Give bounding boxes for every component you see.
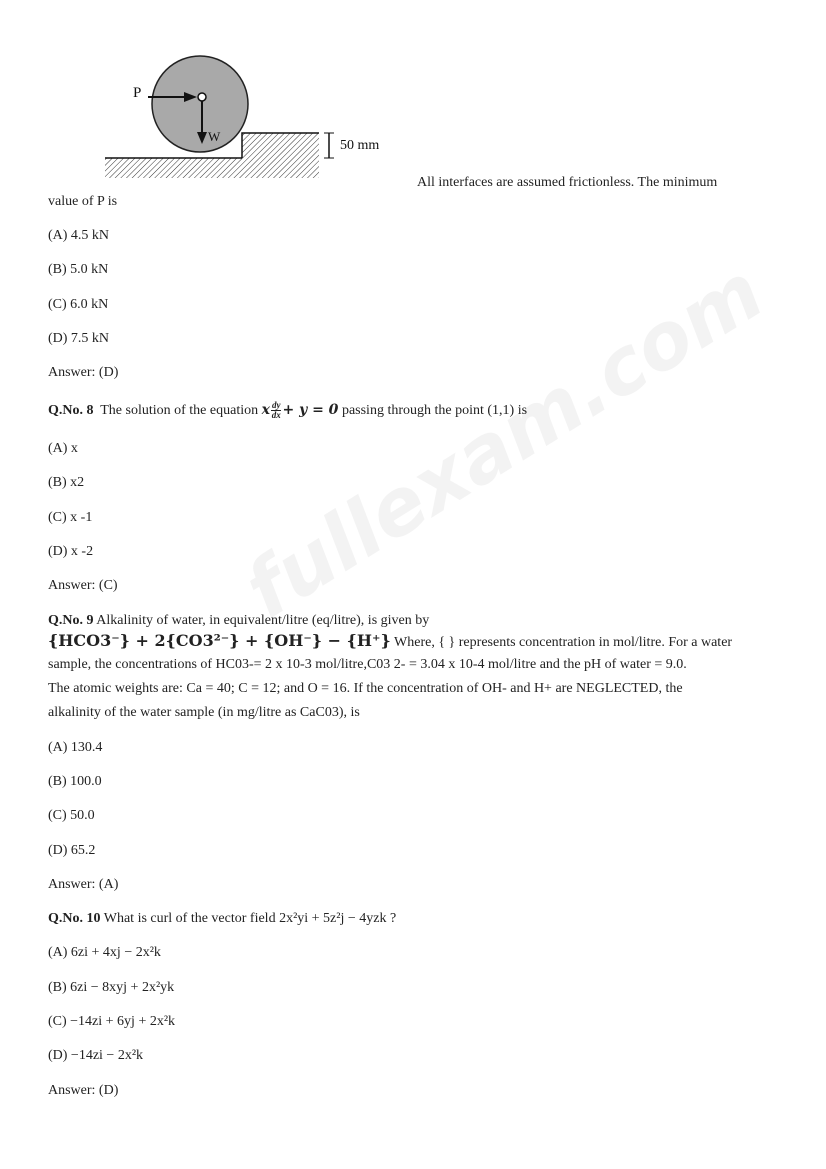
q7-text-tail2: value of P is — [48, 194, 118, 209]
q7-text-tail: All interfaces are assumed frictionless. The minimum — [417, 175, 718, 190]
step-height-label: 50 mm — [340, 138, 380, 153]
q9-line5: alkalinity of the water sample (in mg/litre as CaC03), is — [48, 705, 360, 720]
q7-option-c: (C) 6.0 kN — [48, 297, 109, 312]
q8-eq-den: dx — [271, 410, 281, 421]
q9-line3: sample, the concentrations of HC03-= 2 x 10-3 mol/litre,C03 2- = 3.04 x 10-4 mol/litre and the pH of water = 9.0. — [48, 657, 687, 672]
q8-text-before: The solution of the equation — [100, 403, 259, 418]
roller-diagram — [100, 40, 400, 185]
q10-option-a: (A) 6zi + 4xj − 2x²k — [48, 945, 161, 960]
q7-option-b: (B) 5.0 kN — [48, 262, 109, 277]
force-p-label: P — [133, 85, 142, 101]
q10-text: What is curl of the vector field 2x²yi + 5z²j − 4yzk ? — [103, 911, 397, 926]
q9-body — [48, 653, 780, 725]
q9-option-d: (D) 65.2 — [48, 843, 96, 858]
q9-alkalinity-formula: {HCO3⁻} + 2{CO3²⁻} + {OH⁻} − {H⁺} — [48, 631, 391, 650]
q8-eq-x: x — [261, 402, 270, 418]
ground-hatch — [105, 158, 242, 178]
roller-center — [198, 93, 206, 101]
q8-eq-rest: + y = 0 — [282, 402, 339, 418]
q8-option-a: (A) x — [48, 441, 78, 456]
weight-w-label: W — [208, 129, 221, 144]
q9-number: Q.No. 9 — [48, 613, 94, 628]
q9-question-intro — [48, 612, 429, 630]
q8-text-after: passing through the point (1,1) is — [341, 403, 528, 418]
step-hatch — [242, 133, 319, 178]
q9-intro-text: Alkalinity of water, in equivalent/litre (eq/litre), is given by — [96, 613, 430, 628]
q8-answer: Answer: (C) — [48, 578, 118, 593]
q9-formula-line — [48, 630, 732, 654]
q10-question — [48, 910, 396, 928]
q8-eq-num: dy — [271, 400, 281, 411]
watermark — [230, 247, 779, 636]
q8-option-d: (D) x -2 — [48, 544, 94, 559]
q7-option-a: (A) 4.5 kN — [48, 228, 110, 243]
q10-option-b: (B) 6zi − 8xyj + 2x²yk — [48, 980, 175, 995]
q8-option-c: (C) x -1 — [48, 510, 93, 525]
q10-answer: Answer: (D) — [48, 1083, 119, 1098]
q8-number: Q.No. 8 — [48, 403, 94, 418]
roller-step-figure — [100, 40, 400, 185]
q9-option-c: (C) 50.0 — [48, 808, 95, 823]
q9-line4: The atomic weights are: Ca = 40; C = 12; and O = 16. If the concentration of OH- and H+ are NEGLECTED, the — [48, 681, 683, 696]
q7-answer: Answer: (D) — [48, 365, 119, 380]
q8-question — [48, 399, 527, 422]
q9-option-a: (A) 130.4 — [48, 740, 103, 755]
q8-eq-fraction — [271, 401, 282, 420]
q7-option-d: (D) 7.5 kN — [48, 331, 110, 346]
q10-number: Q.No. 10 — [48, 911, 101, 926]
q9-option-b: (B) 100.0 — [48, 774, 102, 789]
q10-option-d: (D) −14zi − 2x²k — [48, 1048, 144, 1063]
q8-option-b: (B) x2 — [48, 475, 85, 490]
q10-option-c: (C) −14zi + 6yj + 2x²k — [48, 1014, 176, 1029]
q9-answer: Answer: (A) — [48, 877, 119, 892]
q9-where-text: Where, { } represents concentration in mol/litre. For a water — [394, 635, 733, 650]
